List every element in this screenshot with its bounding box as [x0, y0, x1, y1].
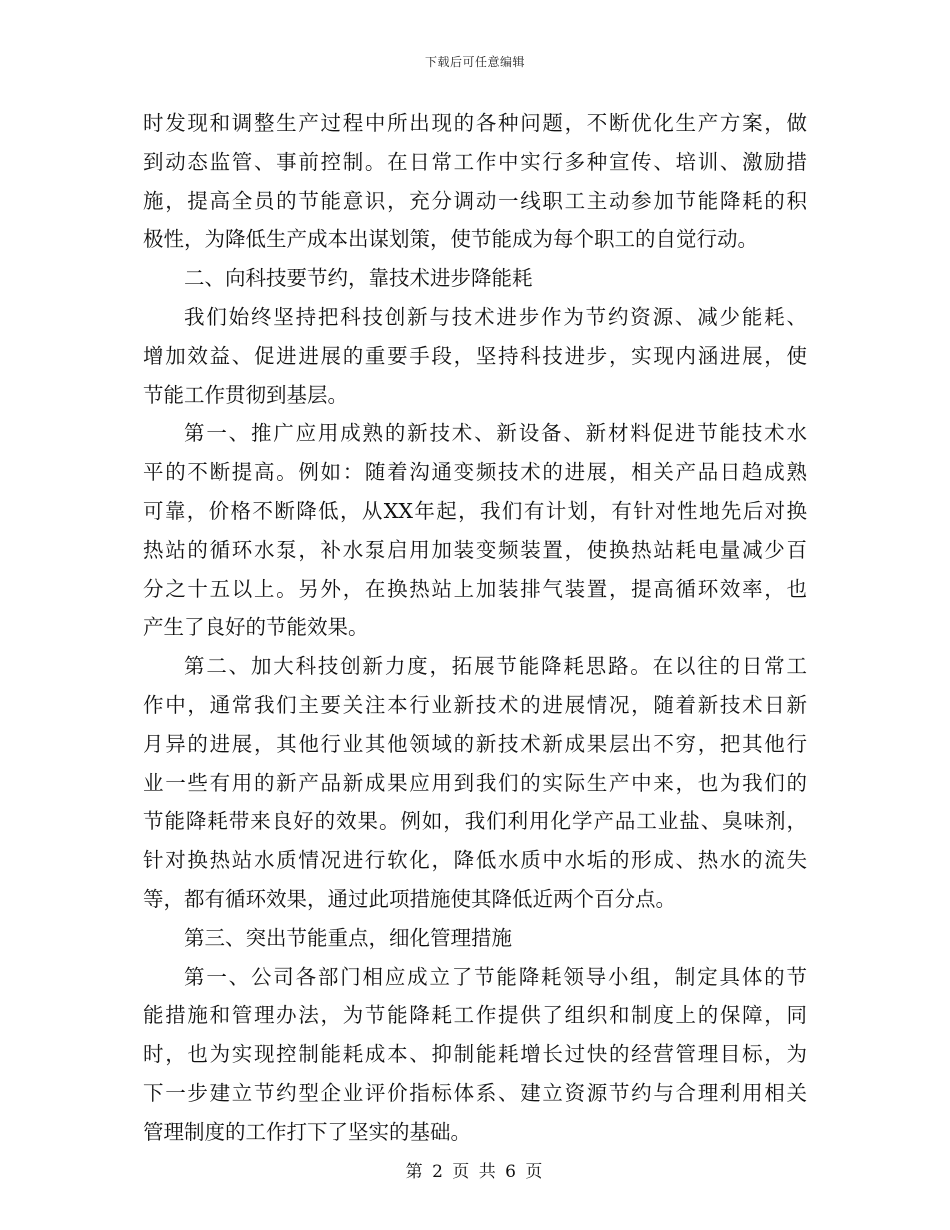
text-line: 第一、公司各部门相应成立了节能降耗领导小组，制定具体的节: [184, 964, 807, 989]
text-line: 业一些有用的新产品新成果应用到我们的实际生产中来，也为我们的: [143, 770, 807, 795]
text-line: 时发现和调整生产过程中所出现的各种问题，不断优化生产方案，做: [143, 111, 807, 135]
text-line: 下一步建立节约型企业评价指标体系、建立资源节约与合理利用相关: [143, 1080, 807, 1105]
text-line: 第二、加大科技创新力度，拓展节能降耗思路。在以往的日常工: [184, 654, 807, 679]
text-line: 第三、突出节能重点，细化管理措施: [184, 925, 512, 950]
text-line: 分之十五以上。另外，在换热站上加装排气装置，提高循环效率，也: [143, 576, 807, 601]
text-line: 等，都有循环效果，通过此项措施使其降低近两个百分点。: [143, 886, 676, 911]
page-header: 下载后可任意编辑: [424, 55, 525, 69]
text-line: 作中，通常我们主要关注本行业新技术的进展情况，随着新技术日新: [143, 692, 807, 717]
text-line: 我们始终坚持把科技创新与技术进步作为节约资源、减少能耗、: [184, 304, 807, 329]
text-line: 第一、推广应用成熟的新技术、新设备、新材料促进节能技术水: [184, 421, 807, 446]
text-line: 管理制度的工作打下了坚实的基础。: [143, 1119, 471, 1144]
text-line: 增加效益、促进进展的重要手段，坚持科技进步，实现内涵进展，使: [143, 343, 807, 368]
text-line: 产生了良好的节能效果。: [143, 615, 369, 640]
text-line: 月异的进展，其他行业其他领域的新技术新成果层出不穷，把其他行: [143, 731, 807, 756]
text-line: 能措施和管理办法，为节能降耗工作提供了组织和制度上的保障，同: [143, 1003, 807, 1028]
text-line: 到动态监管、事前控制。在日常工作中实行多种宣传、培训、激励措: [143, 149, 807, 174]
document-body: [143, 104, 807, 1152]
text-line: 极性，为降低生产成本出谋划策，使节能成为每个职工的自觉行动。: [143, 227, 758, 252]
text-line: 热站的循环水泵，补水泵启用加装变频装置，使换热站耗电量减少百: [143, 537, 807, 562]
text-line: 平的不断提高。例如：随着沟通变频技术的进展，相关产品日趋成熟: [143, 460, 807, 485]
text-line: 施，提高全员的节能意识，充分调动一线职工主动参加节能降耗的积: [143, 188, 807, 213]
text-line: 针对换热站水质情况进行软化，降低水质中水垢的形成、热水的流失: [143, 848, 807, 873]
text-line: 节能降耗带来良好的效果。例如，我们利用化学产品工业盐、臭味剂，: [143, 809, 807, 834]
text-line: 二、向科技要节约，靠技术进步降能耗: [184, 266, 533, 291]
text-line: 时，也为实现控制能耗成本、抑制能耗增长过快的经营管理目标，为: [143, 1042, 807, 1067]
text-line: 节能工作贯彻到基层。: [143, 382, 348, 407]
text-line: 可靠，价格不断降低，从XX年起，我们有计划，有针对性地先后对换: [143, 498, 807, 523]
page-footer: 第 2 页 共 6 页: [405, 1162, 545, 1182]
